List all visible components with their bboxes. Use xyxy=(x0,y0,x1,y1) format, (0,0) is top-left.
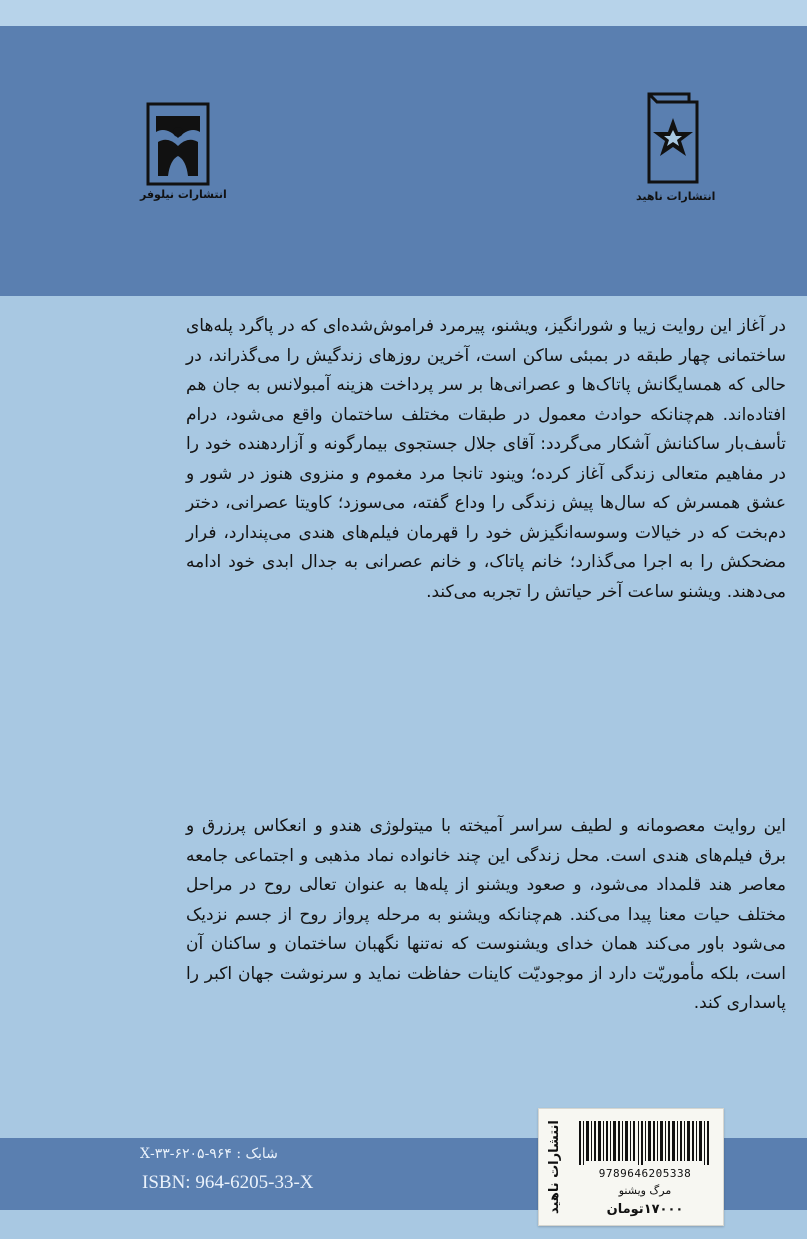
blurb-paragraph-2: این روایت معصومانه و لطیف سراسر آمیخته با میتولوژی هندو و انعکاس پرزرق و برق فیلم‌های هندی است. محل زندگی این چند خانواده نماد مذهبی و اجتماعی جامعه معاصر هند قلمداد می‌شود، و صعود ویشنو از پله‌ها به عنوان تعالی روح در مراحل مختلف حیات معنا پیدا می‌کند. هم‌چنانکه ویشنو به مرحله پرواز روح از جسم نزدیک می‌شود باور می‌کند همان خدای ویشنوست که نه‌تنها نگهبان ساختمان و ساکنان آن است، بلکه مأموریّت دارد از موجودیّت کاینات حفاظت نماید و سرنوشت جهان اکبر را پاسداری کند. xyxy=(186,816,786,1013)
isbn-persian-label: شابک : xyxy=(236,1146,278,1162)
barcode-digits: 9789646205338 xyxy=(598,1167,692,1180)
nilufar-logo-icon xyxy=(146,102,210,186)
blurb-paragraph-1-block xyxy=(186,312,786,812)
nilufar-publisher-logo xyxy=(140,102,227,201)
nahid-logo-icon xyxy=(641,88,705,188)
isbn-persian-value: ۹۶۴-۶۲۰۵-۳۳-X xyxy=(140,1146,232,1162)
sticker-publisher: انتشارات ناهید xyxy=(547,1120,562,1214)
nahid-caption: انتشارات ناهید xyxy=(636,190,716,203)
blurb-paragraph-1: در آغاز این روایت زیبا و شورانگیز، ویشنو، پیرمرد فراموش‌شده‌ای که در پاگرد پله‌های ساختمانی چهار طبقه در بمبئی ساکن است، آخرین روزهای زندگیش را می‌گذراند، در حالی که همسایگانش پاتاک‌ها و عصرانی‌ها بر سر پرداخت هزینه آمبولانس به جان هم افتاده‌اند. هم‌چنانکه حوادث معمول در طبقات مختلف ساختمان واقع می‌شود، درام تأسف‌بار ساکنانش آشکار می‌گردد: آقای جلال جستجوی بیمارگونه و آزاردهنده خود را در مفاهیم متعالی زندگی آغاز کرده؛ وینود تانجا مرد مغموم و منزوی هنوز در شور و عشق همسرش که سال‌ها پیش زندگی را وداع گفته، می‌سوزد؛ کاویتا عصرانی، دختر دم‌بخت که در خیالات وسوسه‌انگیزش خود را قهرمان فیلم‌های هندی می‌پندارد، فرار مضحکش را به اجرا می‌گذارد؛ خانم پاتاک، و خانم عصرانی به جدال ابدی خود ادامه می‌دهند. ویشنو ساعت آخر حیاتش را تجربه می‌کند. xyxy=(186,316,786,602)
price-sticker xyxy=(538,1108,724,1226)
nilufar-caption: انتشارات نیلوفر xyxy=(140,188,227,201)
blurb-paragraph-2-block xyxy=(186,812,786,1112)
sticker-price: ۱۷۰۰۰تومان xyxy=(606,1202,684,1217)
barcode-icon xyxy=(579,1121,711,1165)
sticker-book-title: مرگ ویشنو xyxy=(618,1184,672,1197)
top-edge-strip xyxy=(0,0,807,26)
nahid-publisher-logo xyxy=(636,88,716,203)
isbn-latin: ISBN: 964-6205-33-X xyxy=(142,1172,314,1193)
isbn-persian xyxy=(140,1146,350,1172)
